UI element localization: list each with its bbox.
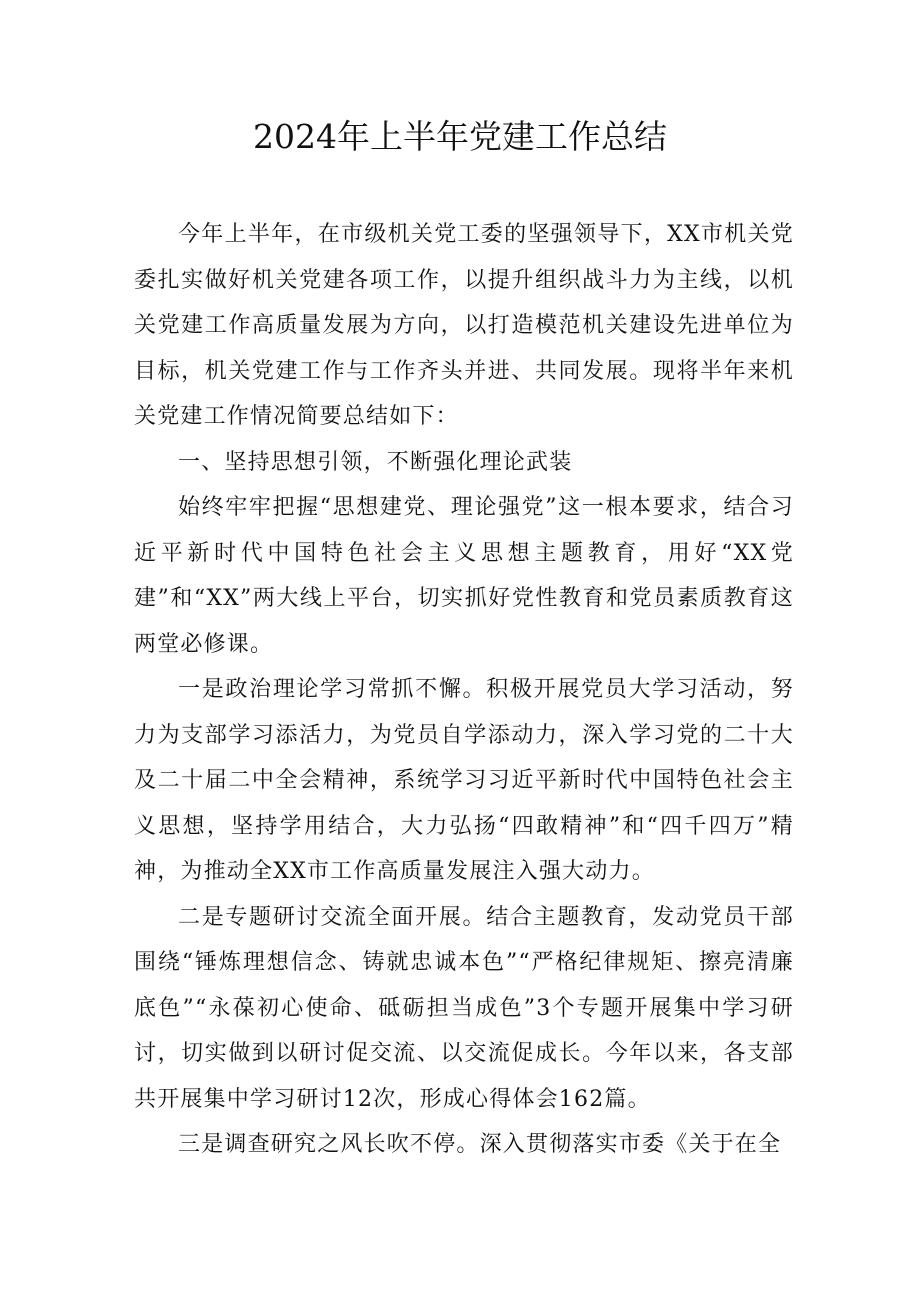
section-1-summary-paragraph: 始终牢牢把握“思想建党、理论强党”这一根本要求，结合习近平新时代中国特色社会主义思想主题教育，用好“XX党建”和“XX”两大线上平台，切实抓好党性教育和党员素质教育这两堂必修课。 [134,495,794,657]
point-1-paragraph: 一是政治理论学习常抓不懈。积极开展党员大学习活动，努力为支部学习添活力，为党员自学添动力，深入学习党的二十大及二十届二中全会精神，系统学习习近平新时代中国特色社会主义思想，坚持学用结合，大力弘扬“四敢精神”和“四千四万”精神，为推动全XX市工作高质量发展注入强大动力。 [134,677,794,884]
intro-paragraph: 今年上半年，在市级机关党工委的坚强领导下，XX市机关党委扎实做好机关党建各项工作，以提升组织战斗力为主线，以机关党建工作高质量发展为方向，以打造模范机关建设先进单位为目标，机关党建工作与工作齐头并进、共同发展。现将半年来机关党建工作情况简要总结如下： [134,222,794,429]
document-body [134,212,794,1168]
document-title: 2024年上半年党建工作总结 [253,117,667,156]
section-heading-1: 一、坚持思想引领，不断强化理论武装 [178,449,573,475]
point-3-paragraph: 三是调查研究之风长吹不停。深入贯彻落实市委《关于在全 [178,1132,782,1157]
point-2-paragraph: 二是专题研讨交流全面开展。结合主题教育，发动党员干部围绕“锤炼理想信念、铸就忠诚本色”“严格纪律规矩、擦亮清廉底色”“永葆初心使命、砥砺担当成色”3个专题开展集中学习研讨，切实做到以研讨促交流、以交流促成长。今年以来，各支部共开展集中学习研讨12次，形成心得体会162篇。 [134,904,794,1112]
